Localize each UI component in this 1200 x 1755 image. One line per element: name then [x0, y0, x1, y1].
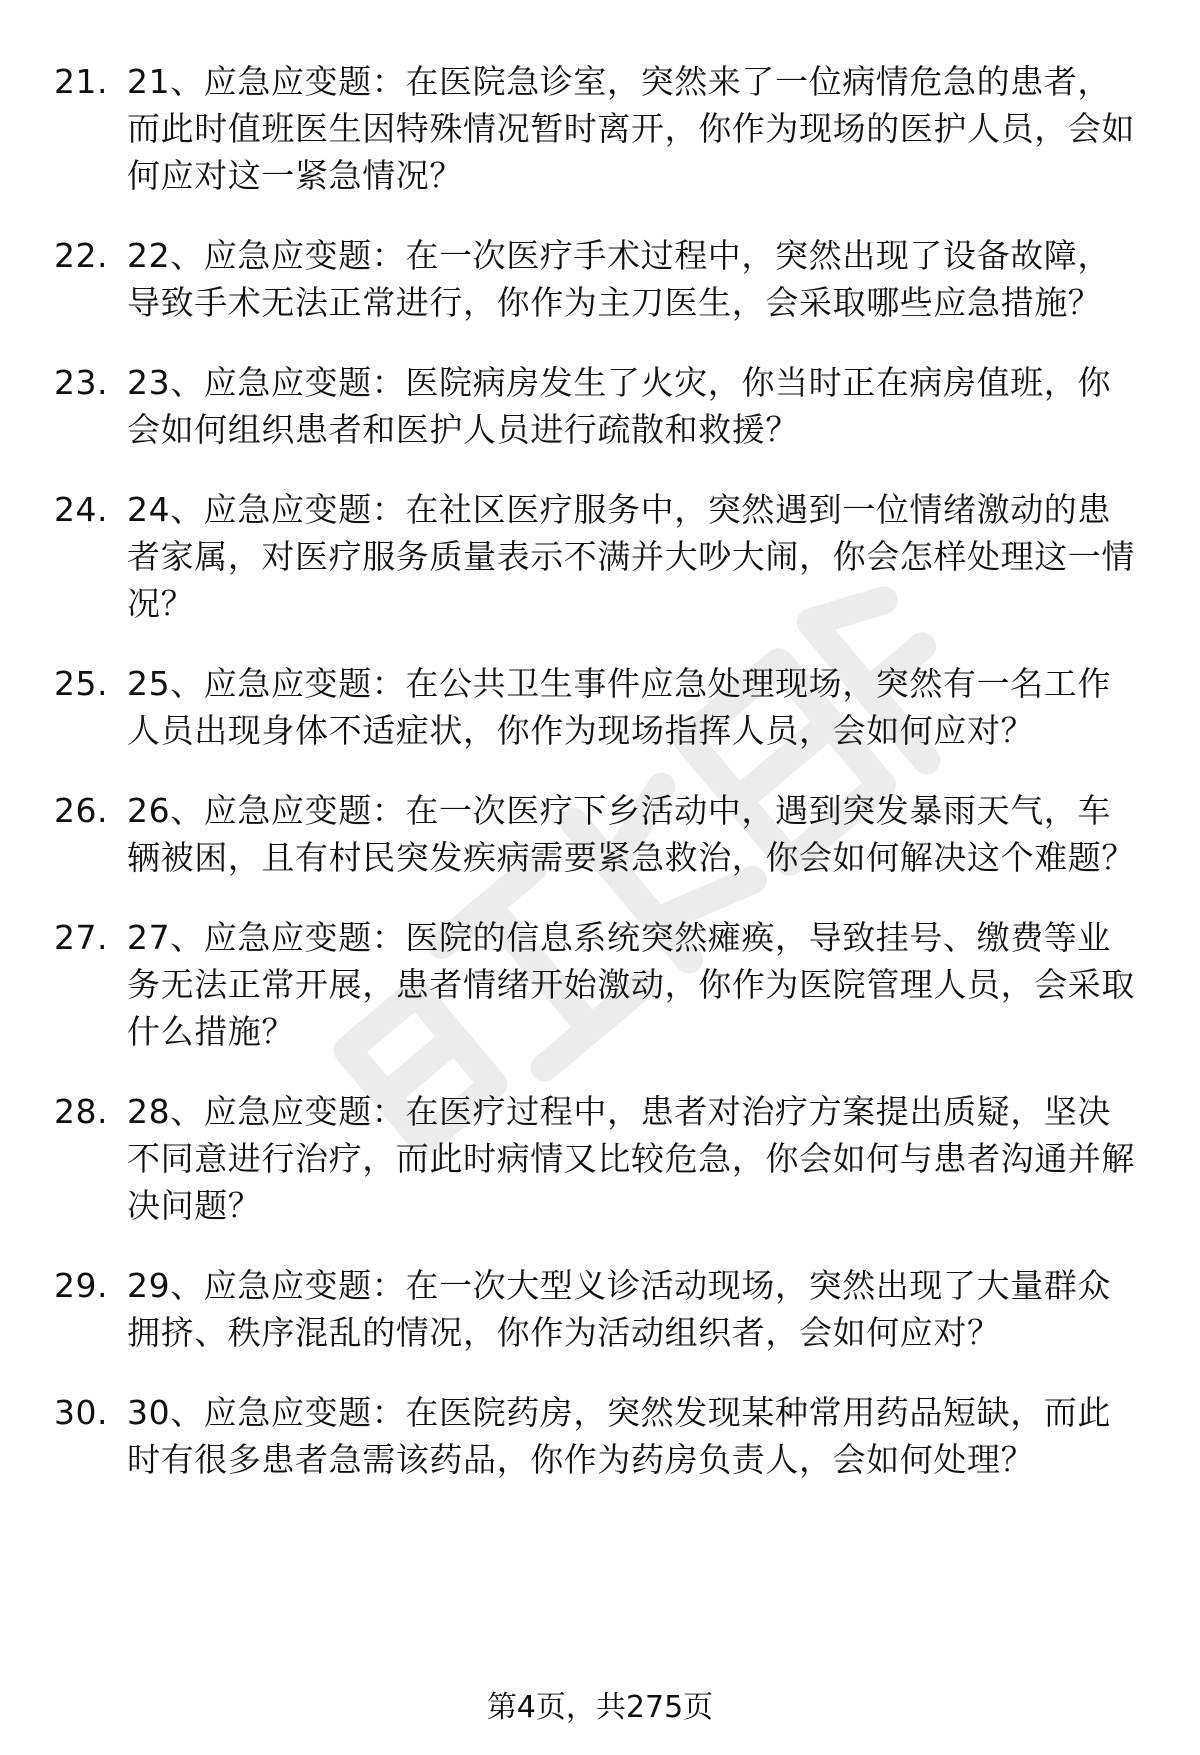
question-number: 30. — [54, 1393, 108, 1432]
question-text: 24、应急应变题：在社区医疗服务中，突然遇到一位情绪激动的患者家属，对医疗服务质量表示不满并大吵大闹，你会怎样处理这一情况？ — [127, 490, 1135, 623]
question-text: 22、应急应变题：在一次医疗手术过程中，突然出现了设备故障，导致手术无法正常进行，你作为主刀医生，会采取哪些应急措施？ — [127, 236, 1111, 322]
list-item — [0, 1262, 1200, 1356]
list-item — [0, 58, 1200, 199]
question-list — [0, 58, 1200, 1516]
list-item — [0, 359, 1200, 453]
question-text: 27、应急应变题：医院的信息系统突然瘫痪，导致挂号、缴费等业务无法正常开展，患者情绪开始激动，你作为医院管理人员，会采取什么措施？ — [127, 918, 1135, 1051]
question-text: 21、应急应变题：在医院急诊室，突然来了一位病情危急的患者，而此时值班医生因特殊情况暂时离开，你作为现场的医护人员，会如何应对这一紧急情况？ — [127, 62, 1135, 195]
question-number: 23. — [54, 363, 108, 402]
list-item — [0, 232, 1200, 326]
question-number: 28. — [54, 1092, 108, 1131]
question-text: 30、应急应变题：在医院药房，突然发现某种常用药品短缺，而此时有很多患者急需该药品，你作为药房负责人，会如何处理？ — [127, 1393, 1111, 1479]
list-item — [0, 1088, 1200, 1229]
list-item — [0, 914, 1200, 1055]
page-number-label: 第4页，共275页 — [486, 1690, 714, 1725]
question-text: 25、应急应变题：在公共卫生事件应急处理现场，突然有一名工作人员出现身体不适症状，你作为现场指挥人员，会如何应对？ — [127, 664, 1111, 750]
list-item — [0, 486, 1200, 627]
question-number: 29. — [54, 1266, 108, 1305]
question-number: 22. — [54, 236, 108, 275]
page-footer — [0, 1688, 1200, 1728]
question-text: 23、应急应变题：医院病房发生了火灾，你当时正在病房值班，你会如何组织患者和医护人员进行疏散和救援？ — [127, 363, 1111, 449]
question-number: 25. — [54, 664, 108, 703]
question-text: 29、应急应变题：在一次大型义诊活动现场，突然出现了大量群众拥挤、秩序混乱的情况，你作为活动组织者，会如何应对？ — [127, 1266, 1111, 1352]
question-text: 28、应急应变题：在医疗过程中，患者对治疗方案提出质疑，坚决不同意进行治疗，而此时病情又比较危急，你会如何与患者沟通并解决问题？ — [127, 1092, 1135, 1225]
question-number: 21. — [54, 62, 108, 101]
question-text: 26、应急应变题：在一次医疗下乡活动中，遇到突发暴雨天气，车辆被困，且有村民突发疾病需要紧急救治，你会如何解决这个难题？ — [127, 791, 1135, 877]
list-item — [0, 1389, 1200, 1483]
question-number: 24. — [54, 490, 108, 529]
question-number: 26. — [54, 791, 108, 830]
list-item — [0, 660, 1200, 754]
question-number: 27. — [54, 918, 108, 957]
list-item — [0, 787, 1200, 881]
